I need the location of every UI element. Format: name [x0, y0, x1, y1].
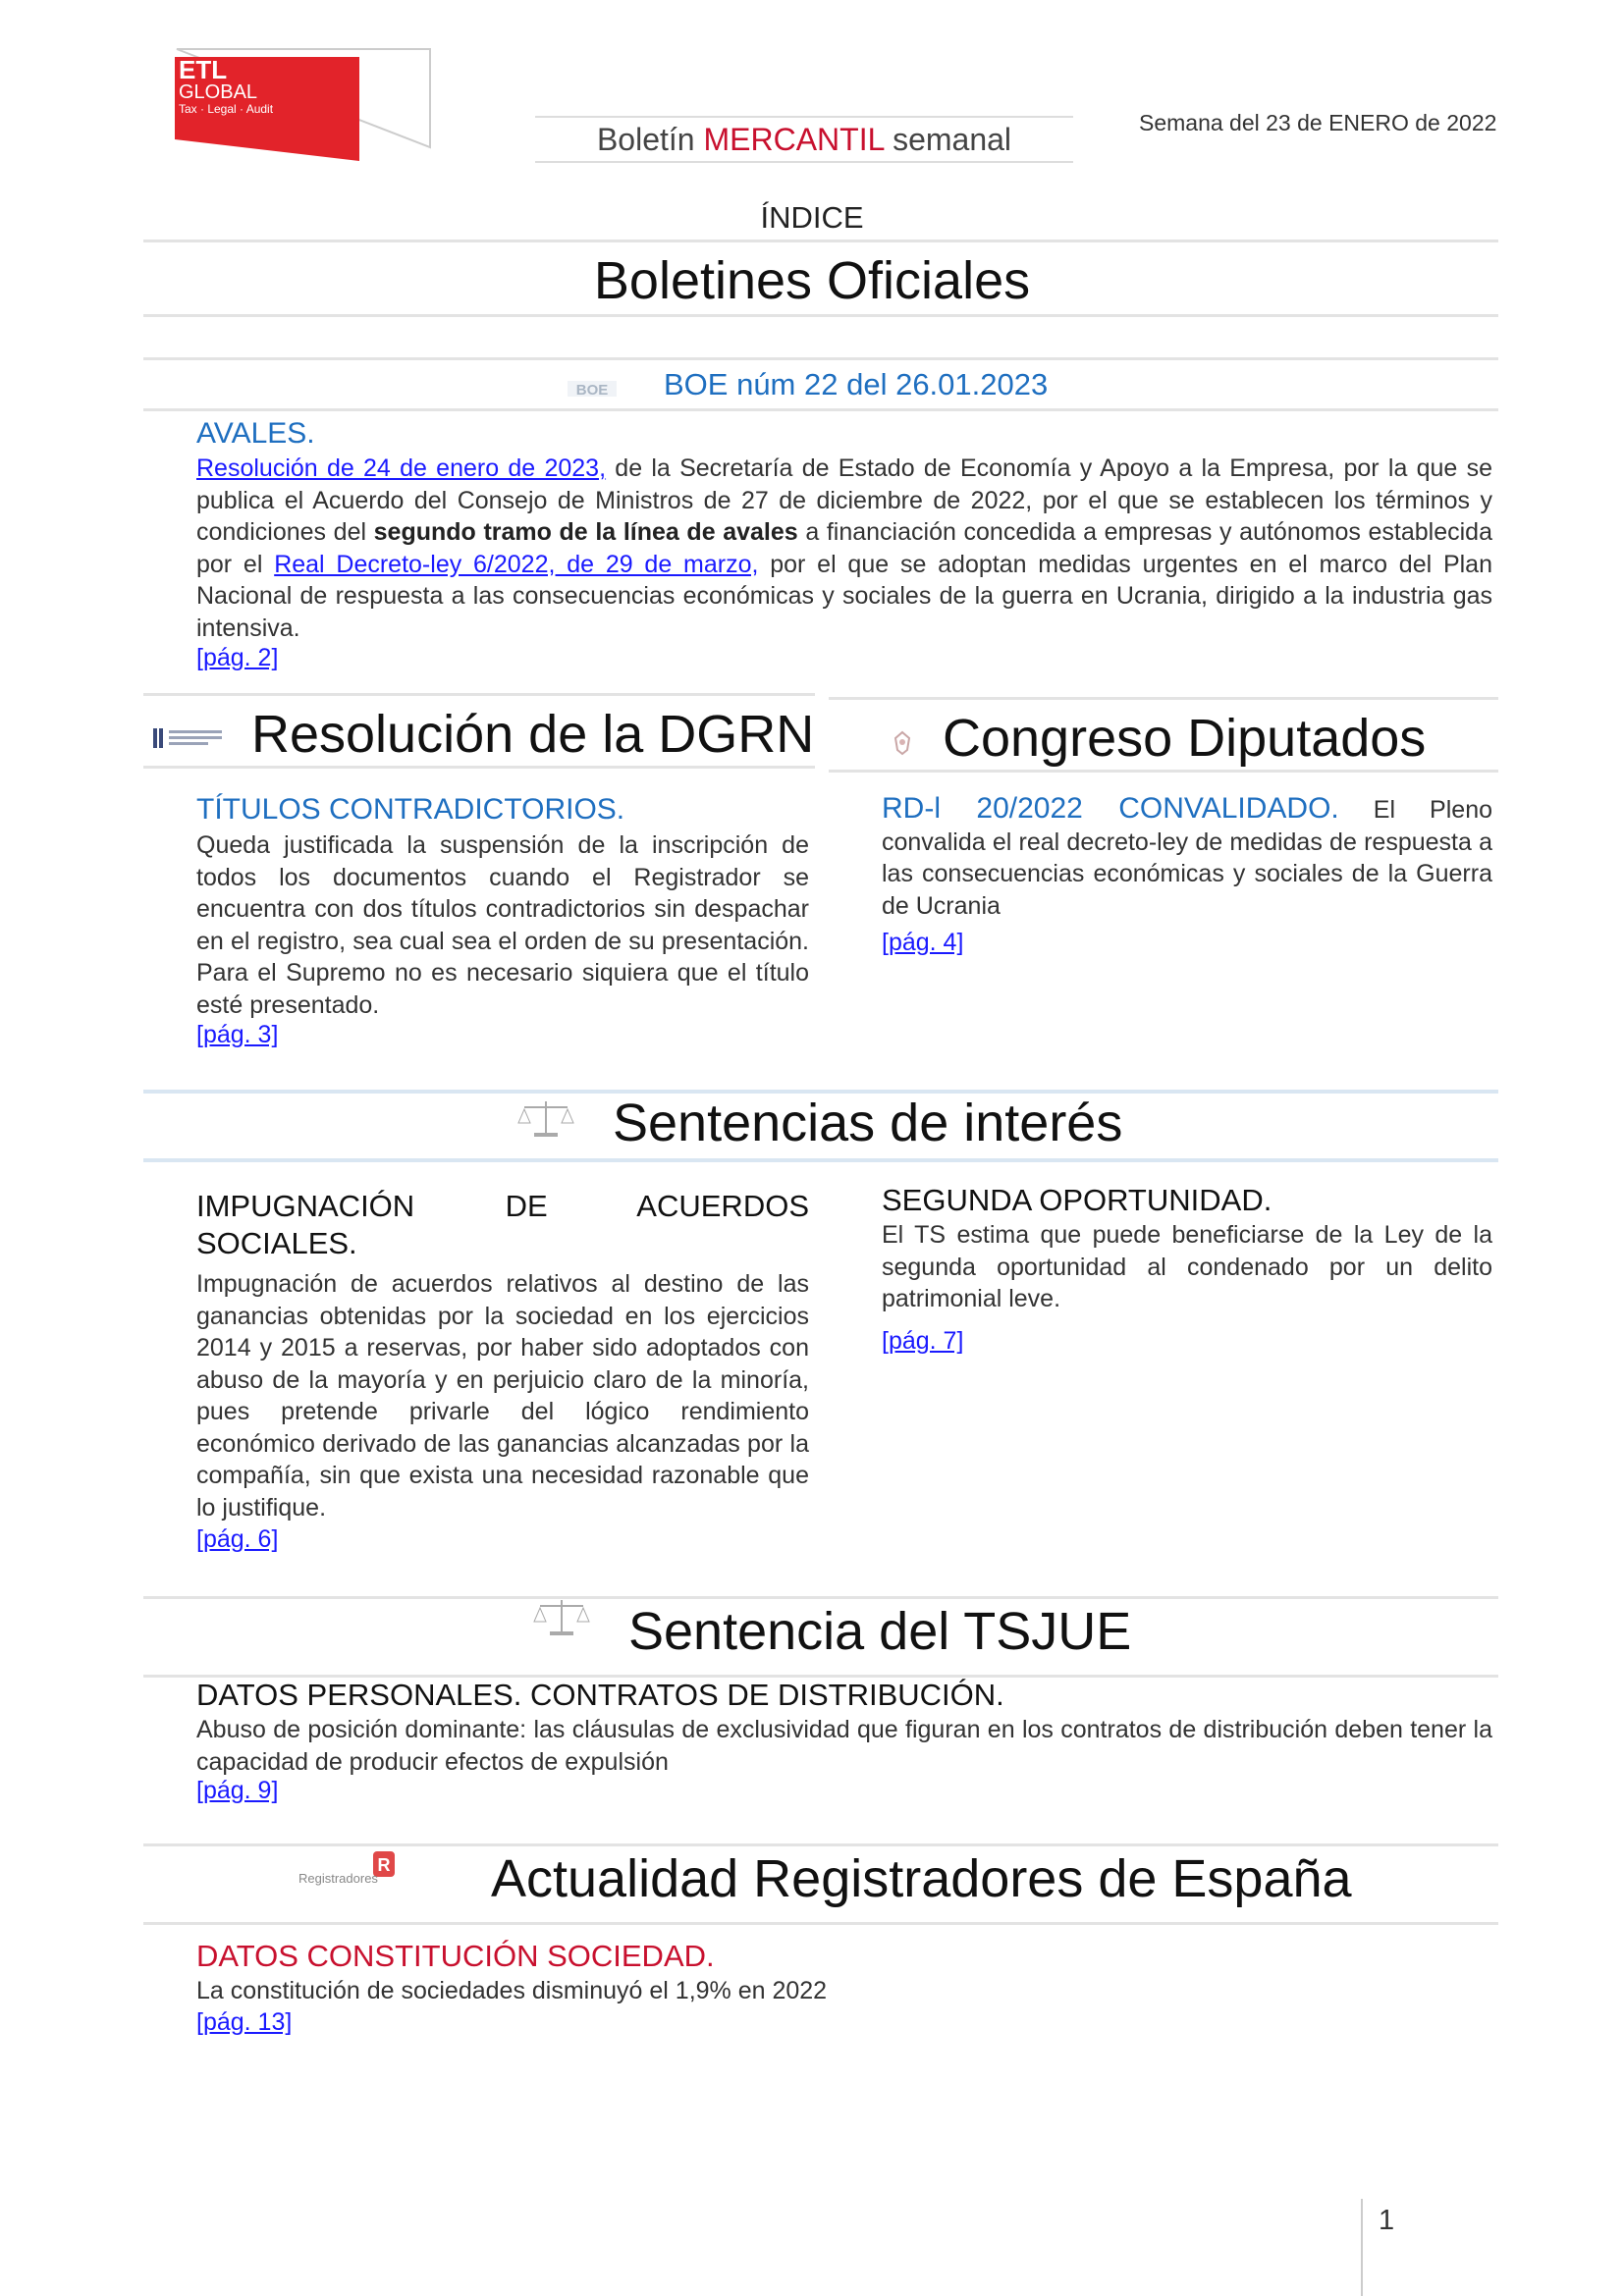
sentencias-left-heading: SOCIALES.: [196, 1226, 357, 1260]
sentencias-left-text: Impugnación de acuerdos relativos al destino de las ganancias obtenidas por la sociedad en los ejercicios 2014 y 2015 a reservas, por haber sido adoptados con abuso de la mayoría y en perjuicio claro de la minoría, pues pretende privarle del lógico rendimiento económico derivado de las ganancias alcanzadas por la compañía, sin que exista una necesidad razonable que lo justifique.: [196, 1270, 809, 1522]
dgrn-heading: TÍTULOS CONTRADICTORIOS.: [196, 793, 625, 826]
section-title-dgrn: Resolución de la DGRN: [251, 705, 815, 764]
divider: [143, 408, 1498, 411]
divider: [143, 1922, 1498, 1925]
sentencias-right-text: El TS estima que puede beneficiarse de la Ley de la segunda oportunidad al condenado por un delito patrimonial leve.: [882, 1221, 1492, 1312]
section-title-tsjue: Sentencia del TSJUE: [628, 1602, 1132, 1661]
logo-brand: ETL: [179, 55, 228, 84]
divider: [143, 1596, 1498, 1599]
svg-text:BOE: BOE: [575, 382, 609, 399]
registradores-text: La constitución de sociedades disminuyó el 1,9% en 2022: [196, 1977, 828, 2004]
consejo-general-notariado-icon: [153, 724, 228, 752]
divider: [143, 314, 1498, 317]
section-title-sentencias: Sentencias de interés: [613, 1094, 1123, 1152]
divider: [143, 1843, 1498, 1846]
tsjue-page-link[interactable]: [pág. 9]: [196, 1777, 279, 1804]
bulletin-highlight: MERCANTIL: [703, 122, 885, 157]
congreso-text: RD-l 20/2022 CONVALIDADO. El Pleno convalida el real decreto-ley de medidas de respuesta a las consecuencias económicas y sociales de la Guerra de Ucrania: [882, 792, 1492, 920]
divider: [143, 693, 815, 696]
index-label: ÍNDICE: [760, 200, 864, 235]
sentencias-left-heading-line: IMPUGNACIÓN DE ACUERDOS: [196, 1189, 809, 1223]
page-number: 1: [1379, 2205, 1395, 2236]
scales-icon: [532, 1596, 591, 1639]
sentencias-right-page-link[interactable]: [pág. 7]: [882, 1327, 964, 1355]
boe-heading: BOE núm 22 del 26.01.2023: [664, 367, 1049, 401]
bulletin-bottom-rule: [535, 161, 1073, 163]
tsjue-text: Abuso de posición dominante: las cláusulas de exclusividad que figuran en los contratos de distribución deben tener la capacidad de producir efectos de expulsión: [196, 1716, 1492, 1776]
dgrn-page-link[interactable]: [pág. 3]: [196, 1021, 279, 1048]
etl-global-logo: [167, 45, 432, 163]
footer-rule: [1361, 2199, 1363, 2296]
sentencias-left-page-link[interactable]: [pág. 6]: [196, 1525, 279, 1553]
registradores-logo-icon: R Registradores: [295, 1849, 405, 1889]
bulletin-top-rule: [535, 116, 1073, 118]
tsjue-heading: DATOS PERSONALES. CONTRATOS DE DISTRIBUCIÓN.: [196, 1678, 1004, 1712]
congreso-heading: RD-l 20/2022 CONVALIDADO.: [882, 792, 1339, 825]
week-label: Semana del 23 de ENERO de 2022: [1139, 110, 1497, 135]
logo-tagline: Tax · Legal · Audit: [179, 102, 274, 116]
congreso-page-link[interactable]: [pág. 4]: [882, 929, 964, 956]
congreso-emblem-icon: [890, 728, 915, 758]
avales-page-link[interactable]: [pág. 2]: [196, 644, 279, 671]
registradores-heading: DATOS CONSTITUCIÓN SOCIEDAD.: [196, 1939, 715, 1973]
dgrn-text: Queda justificada la suspensión de la inscripción de todos los documentos cuando el Registrador se encuentra con dos títulos contradictorios sin despachar en el registro, sea cual sea el orden de su presentación. Para el Supremo no es necesario siquiera que el título esté presentado.: [196, 831, 809, 1019]
bulletin-title: [535, 120, 1073, 159]
divider: [829, 697, 1498, 700]
avales-text: Resolución de 24 de enero de 2023, de la Secretaría de Estado de Economía y Apoyo a la Empresa, por la que se publica el Acuerdo del Consejo de Ministros de 27 de diciembre de 2022, por el que se establecen los términos y condiciones del segundo tramo de la línea de avales a financiación concedida a empresas y autónomos establecida por el Real Decreto-ley 6/2022, de 29 de marzo, por el que se adoptan medidas urgentes en el marco del Plan Nacional de respuesta a las consecuencias económicas y sociales de la guerra en Ucrania, dirigido a la industria gas intensiva.: [196, 454, 1492, 642]
divider: [143, 240, 1498, 242]
logo-name: GLOBAL: [179, 81, 258, 103]
divider: [143, 357, 1498, 360]
section-title-boletines: Boletines Oficiales: [593, 251, 1031, 310]
avales-title: AVALES.: [196, 417, 315, 450]
divider: [829, 770, 1498, 773]
divider: [143, 1158, 1498, 1162]
scales-icon: [516, 1097, 575, 1141]
avales-resolution-link[interactable]: Resolución de 24 de enero de 2023,: [196, 454, 607, 482]
avales-decree-link[interactable]: Real Decreto-ley 6/2022, de 29 de marzo,: [274, 550, 759, 578]
svg-text:R: R: [377, 1855, 391, 1875]
sentencias-right-heading: SEGUNDA OPORTUNIDAD.: [882, 1183, 1272, 1217]
registradores-page-link[interactable]: [pág. 13]: [196, 2008, 293, 2036]
boe-logo-icon: [568, 379, 617, 399]
divider: [143, 766, 815, 769]
bulletin-prefix: Boletín: [596, 122, 695, 157]
section-title-congreso: Congreso Diputados: [943, 709, 1427, 768]
section-title-registradores: Actualidad Registradores de España: [491, 1849, 1352, 1908]
bulletin-suffix: semanal: [893, 122, 1012, 157]
